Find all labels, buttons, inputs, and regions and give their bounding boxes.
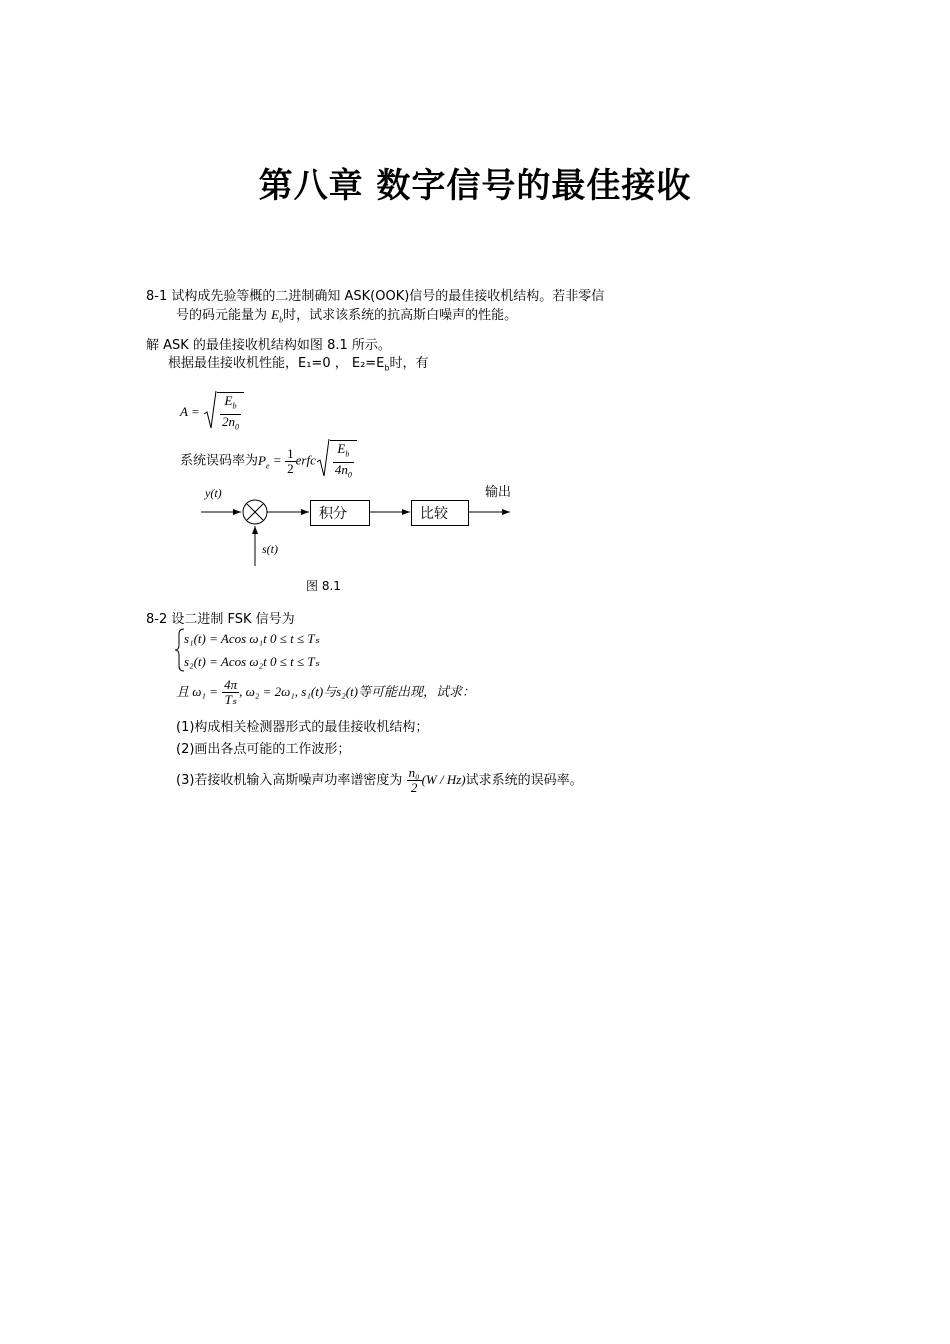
comparator-block: 比较 [411,500,469,526]
question-2: (2)画出各点可能的工作波形； [176,742,351,757]
fsk-signal-s2: s₂(t) = Acos ω₂t 0 ≤ t ≤ Tₛ [184,654,320,669]
solution-line2: 根据最佳接收机性能，E₁=0 ， $E_2=E_b$时，有 [168,356,429,373]
problem-8-1-line2-b: 时，试求该系统的抗高斯白噪声的性能。 [283,308,518,323]
reference-label: s(t) [262,542,278,556]
chapter-title: 第八章 数字信号的最佳接收 [258,166,692,206]
problem-8-1-line2 [176,307,517,329]
question-3: (3)若接收机输入高斯噪声功率谱密度为 $\frac{\text{n₀}}{2}$ (W / Hz)试求系统的误码率。 [176,765,583,795]
frequency-condition: 且 ω₁ = $\frac{4\pi}{\text{Tₛ}}$ , ω₂ = 2ω₁, s₁(t)与s₂(t)等可能出现，试求： [176,677,476,707]
equation-error-rate: 系统误码率为$P_e$ = $\frac{1}{2}$ erfc $\frac{E_b}{4n_0}$ [180,440,357,480]
problem-8-1-line2-a: 号的码元能量为 [176,308,268,323]
equation-a: A = $\frac{E_b}{2n_0}$ [180,392,244,432]
integrator-block: 积分 [310,500,370,526]
fsk-signal-s1: s₁(t) = Acos ω₁t 0 ≤ t ≤ Tₛ [184,631,320,646]
figure-caption: 图 8.1 [306,579,341,593]
solution-line1: 解 ASK 的最佳接收机结构如图 8.1 所示。 [146,338,391,353]
sqrt-symbol: $\frac{E_b}{2n_0}$ [203,392,244,434]
output-label: 输出 [485,485,512,500]
energy-symbol: $E_b$ [271,307,284,325]
problem-8-2-line1: 8-2 设二进制 FSK 信号为 [146,612,295,627]
input-label: y(t) [205,486,222,500]
question-1: (1)构成相关检测器形式的最佳接收机结构； [176,720,429,735]
receiver-block-diagram [195,482,525,572]
problem-8-1-line1: 8-1 试构成先验等概的二进制确知 ASK(OOK)信号的最佳接收机结构。若非零信 [146,289,605,304]
